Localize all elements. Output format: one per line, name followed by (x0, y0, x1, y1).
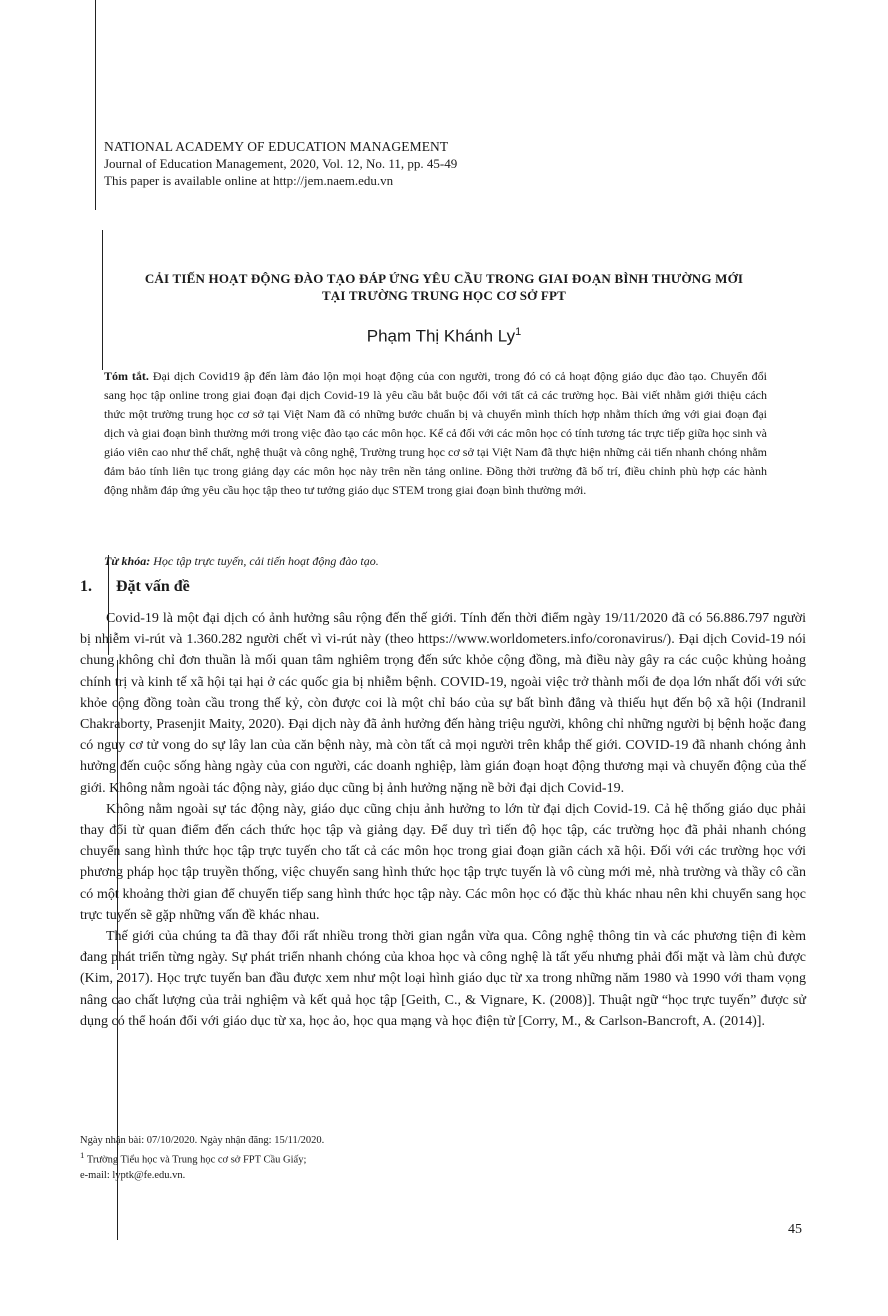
scan-artifact-line (102, 230, 103, 370)
affiliation-text: Trường Tiểu học và Trung học cơ sở FPT Cầu Giấy; (86, 1154, 307, 1166)
title-line-1: CẢI TIẾN HOẠT ĐỘNG ĐÀO TẠO ĐÁP ỨNG YÊU CẦU TRONG GIAI ĐOẠN BÌNH THƯỜNG MỚI (144, 271, 744, 286)
paragraph: Không nằm ngoài sự tác động này, giáo dục cũng chịu ảnh hưởng to lớn từ đại dịch Covid-19. Cả hệ thống giáo dục phải thay đổi từ quan điểm đến cách thức học tập và giảng dạy. Để duy trì tiến độ học tập, các trường học đã phải nhanh chóng chuyển sang hình thức học tập trực tuyến cho tất cả các môn học trong giai đoạn giãn cách xã hội. Đối với các trường học với phương pháp học tập truyền thống, việc chuyển sang hình thức học tập trực tuyến là vô cùng mới mẻ, nhà trường và thầy cô cần có một khoảng thời gian để chuyển tiếp sang hình thức học tập này. Các môn học có đặc thù khác nhau nên khi chuyển sang học trực tuyến sẽ gặp những vấn đề khác nhau. (80, 801, 806, 923)
section-number: 1. (80, 578, 92, 595)
paper-title (104, 270, 784, 304)
paragraph: Covid-19 là một đại dịch có ảnh hưởng sâu rộng đến thế giới. Tính đến thời điểm ngày 19/11/2020 đã có 56.886.797 người bị nhiễm vi-rút và 1.360.282 người chết vì vi-rút này (theo https://www.worldometers.info/coronavirus/). Đại dịch Covid-19 nói chung không chỉ đơn thuần là mối quan tâm nghiêm trọng đến sức khỏe cộng đồng, mà điều này gây ra các cuộc khủng hoảng chính trị và kinh tế xã hội tại hại ở các quốc gia bị nhiễm bệnh. COVID-19, ngoài việc trở thành mối đe dọa lớn nhất đối với sức khỏe cộng đồng toàn cầu trong thế kỷ, còn được coi là một chỉ báo của sự bất bình đẳng và thiếu hụt đến bộ xã hội (Indranil Chakraborty, Prasenjit Maity, 2020). Đại dịch này đã ảnh hưởng đến hàng triệu người, không chỉ những người bị bệnh hoặc đang có nguy cơ tử vong do sự lây lan của căn bệnh này, mà còn tất cả mọi người trên khắp thế giới. COVID-19 đã nhanh chóng ảnh hưởng đến cuộc sống hàng ngày của con người, các doanh nghiệp, làm gián đoạn hoạt động thương mại và chuyển động của thế giới. Không nằm ngoài tác động này, giáo dục cũng bị ảnh hưởng nặng nề bởi đại dịch Covid-19. (80, 611, 806, 796)
organization-name: NATIONAL ACADEMY OF EDUCATION MANAGEMENT (104, 139, 449, 154)
page-number: 45 (788, 1222, 802, 1237)
author-email: e-mail: lyptk@fe.edu.vn. (80, 1169, 186, 1181)
affiliation-mark: 1 (80, 1150, 85, 1160)
journal-citation: Journal of Education Management, 2020, Vol. 12, No. 11, pp. 45-49 (104, 156, 458, 171)
keywords (104, 554, 767, 569)
availability-note: This paper is available online at http://jem.naem.edu.vn (104, 173, 394, 188)
footnotes (80, 1133, 324, 1183)
received-dates: Ngày nhận bài: 07/10/2020. Ngày nhận đăng: 15/11/2020. (80, 1135, 325, 1146)
abstract (104, 367, 767, 500)
body-text (80, 608, 806, 1032)
abstract-label: Tóm tắt. (104, 369, 149, 383)
keywords-text: Học tập trực tuyến, cải tiến hoạt động đào tạo. (153, 554, 379, 568)
author-footnote-mark: 1 (515, 326, 522, 338)
title-line-2: TẠI TRƯỜNG TRUNG HỌC CƠ SỞ FPT (321, 288, 567, 303)
paragraph: Thế giới của chúng ta đã thay đổi rất nhiều trong thời gian ngắn vừa qua. Công nghệ thông tin và các phương tiện đi kèm đang phát triển từng ngày. Sự phát triển nhanh chóng của khoa học và công nghệ là tất yếu nhưng phải đối mặt và làm chủ được (Kim, 2017). Học trực tuyến ban đầu được xem như một loại hình giáo dục từ xa trong những năm 1980 và 1990 với tham vọng nâng cao chất lượng của trải nghiệm và kết quả học tập [Geith, C., & Vignare, K. (2008)]. Thuật ngữ “học trực tuyến” được sử dụng có thể hoán đổi với giáo dục từ xa, học ảo, học qua mạng và học điện tử [Corry, M., & Carlson-Bancroft, A. (2014)]. (80, 929, 806, 1029)
section-heading (80, 578, 190, 596)
journal-header (104, 138, 457, 189)
keywords-label: Từ khóa: (104, 554, 151, 568)
abstract-text: Đại dịch Covid19 ập đến làm đảo lộn mọi hoạt động của con người, trong đó có cả hoạt động giáo dục đào tạo. Chuyển đổi sang học tập online trong giai đoạn đại dịch Covid-19 là yêu cầu bắt buộc đối với tất cả các trường học. Bài viết nhằm giới thiệu cách thức một trường trung học cơ sở tại Việt Nam đã có những bước chuẩn bị và chuyển mình thích hợp nhằm thích ứng với giai đoạn đại dịch và giai đoạn bình thường mới trong việc đào tạo các môn học. Kể cả đối với các môn học có tính tương tác trực tiếp giữa học sinh và giáo viên cao như thể chất, nghệ thuật và công nghệ, Trường trung học cơ sở tại Việt Nam đã thực hiện những cải tiến nhanh chóng nhằm đảm bảo tính liên tục trong giảng dạy các môn học này trên nền tảng online. Đồng thời trường đã bố trí, điều chỉnh phù hợp các hành động nhằm đáp ứng yêu cầu học tập theo tư tưởng giáo dục STEM trong giai đoạn bình thường mới. (104, 369, 768, 497)
section-title: Đặt vấn đề (116, 578, 190, 595)
affiliation-footnote (80, 1148, 324, 1168)
scan-artifact-line (95, 0, 96, 210)
author-name: Phạm Thị Khánh Ly (366, 326, 516, 346)
author (104, 326, 784, 347)
